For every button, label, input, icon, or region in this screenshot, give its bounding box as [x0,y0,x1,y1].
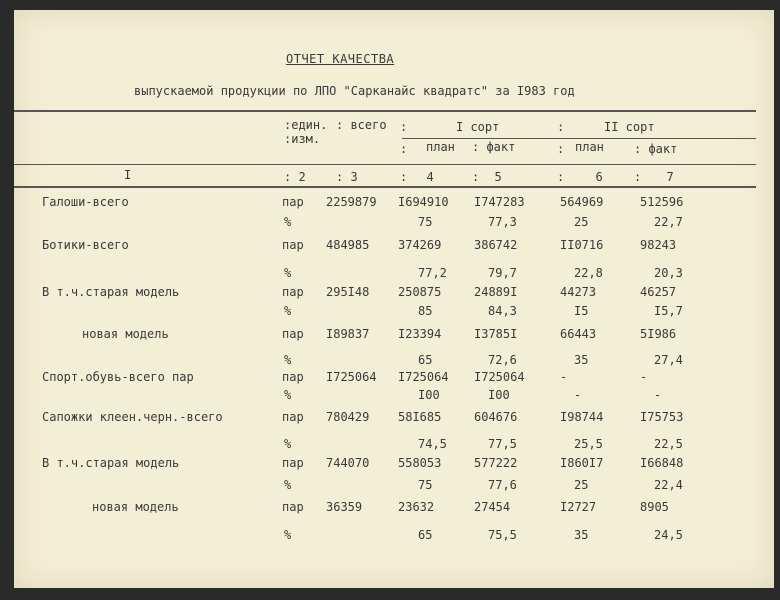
cell-g2-fact: - [640,370,648,384]
cell-g1-plan: I694910 [398,195,449,209]
cell-g1-plan: 85 [418,304,433,318]
cell-g2-plan: 66443 [560,327,597,341]
cell-unit: пар [282,195,304,209]
cell-total: I89837 [326,327,370,341]
cell-g1-fact: 79,7 [488,266,517,280]
cell-unit: % [284,304,292,318]
cell-unit: пар [282,370,304,384]
cell-g1-fact: 577222 [474,456,518,470]
cell-unit: пар [282,500,304,514]
cell-unit: пар [282,456,304,470]
row-label: Сапожки клеен.черн.-всего [42,410,223,424]
colnum-7: : 7 [634,170,674,184]
col-separator: : [557,142,565,156]
cell-unit: % [284,353,292,367]
cell-g2-fact: I66848 [640,456,684,470]
row-label: В т.ч.старая модель [42,456,180,470]
cell-unit: пар [282,285,304,299]
cell-g2-fact: 20,3 [654,266,683,280]
cell-g1-fact: 84,3 [488,304,517,318]
report-subtitle: выпускаемой продукции по ЛПО "Сарканайс квадратс" за I983 год [134,84,575,98]
col-separator: : [557,120,565,134]
cell-g2-plan: I2727 [560,500,597,514]
cell-g1-fact: 75,5 [488,528,517,542]
colnum-4: : 4 [400,170,434,184]
col-separator: : [400,142,408,156]
cell-unit: % [284,215,292,229]
cell-g1-fact: 386742 [474,238,518,252]
grade-header-rule [402,138,756,139]
report-title: ОТЧЕТ КАЧЕСТВА [286,52,395,66]
cell-g2-fact: - [654,388,662,402]
cell-g2-plan: I860I7 [560,456,604,470]
cell-g2-plan: 25 [574,215,589,229]
cell-g1-plan: I725064 [398,370,449,384]
cell-g1-fact: 72,6 [488,353,517,367]
cell-g2-plan: I5 [574,304,589,318]
cell-g2-plan: - [560,370,568,384]
cell-g2-plan: 35 [574,528,589,542]
cell-total: 484985 [326,238,370,252]
cell-g1-fact: 77,6 [488,478,517,492]
cell-g1-fact: 604676 [474,410,518,424]
cell-unit: % [284,266,292,280]
cell-g1-plan: 250875 [398,285,442,299]
cell-unit: пар [282,410,304,424]
cell-unit: % [284,478,292,492]
column-numbers-rule [14,186,756,188]
cell-g2-fact: 22,7 [654,215,683,229]
cell-g2-fact: I75753 [640,410,684,424]
document-page [14,10,774,588]
cell-g2-fact: 8905 [640,500,669,514]
grade1-fact-header: : факт [472,140,516,154]
cell-g2-plan: - [574,388,582,402]
cell-g2-fact: 27,4 [654,353,683,367]
cell-g1-plan: 374269 [398,238,442,252]
grade1-header: I сорт [456,120,500,134]
cell-g1-fact: I3785I [474,327,518,341]
grade2-plan-header: план [575,140,604,154]
col-separator: : [400,120,408,134]
cell-g1-plan: 23632 [398,500,435,514]
header-rule [14,164,756,165]
col-unit-header-2: :изм. [284,132,321,146]
col-unit-header: :един. [284,118,328,132]
cell-total: 295I48 [326,285,370,299]
cell-total: I725064 [326,370,377,384]
cell-g2-fact: 22,5 [654,437,683,451]
cell-g1-fact: I747283 [474,195,525,209]
row-label: В т.ч.старая модель [42,285,180,299]
cell-g1-fact: 77,5 [488,437,517,451]
cell-g2-plan: 25 [574,478,589,492]
cell-unit: пар [282,327,304,341]
cell-g2-fact: I5,7 [654,304,683,318]
cell-g2-plan: 44273 [560,285,597,299]
cell-g1-plan: 74,5 [418,437,447,451]
col-total-header: : всего [336,118,387,132]
row-label: Спорт.обувь-всего пар [42,370,194,384]
colnum-3: : 3 [336,170,358,184]
cell-g1-plan: 75 [418,478,433,492]
cell-total: 744070 [326,456,370,470]
cell-total: 780429 [326,410,370,424]
cell-unit: % [284,388,292,402]
cell-g2-fact: 22,4 [654,478,683,492]
cell-g2-fact: 24,5 [654,528,683,542]
cell-g1-plan: I00 [418,388,440,402]
cell-g1-plan: 558053 [398,456,442,470]
row-label: новая модель [82,327,169,341]
cell-unit: пар [282,238,304,252]
cell-g1-fact: 27454 [474,500,511,514]
cell-total: 2259879 [326,195,377,209]
colnum-6: : 6 [557,170,603,184]
cell-g1-plan: I23394 [398,327,442,341]
cell-g1-fact: I00 [488,388,510,402]
row-label: Галоши-всего [42,195,129,209]
cell-g1-plan: 77,2 [418,266,447,280]
cell-unit: % [284,437,292,451]
colnum-5: : 5 [472,170,502,184]
cell-g2-plan: II0716 [560,238,604,252]
row-label: новая модель [92,500,179,514]
cell-g2-plan: I98744 [560,410,604,424]
cell-g2-plan: 564969 [560,195,604,209]
cell-g1-plan: 75 [418,215,433,229]
cell-g2-fact: 5I986 [640,327,677,341]
cell-g1-fact: 77,3 [488,215,517,229]
cell-g1-plan: 65 [418,528,433,542]
cell-total: 36359 [326,500,363,514]
cell-g1-fact: 24889I [474,285,518,299]
colnum-2: : 2 [284,170,306,184]
grade2-fact-header: : факт [634,142,678,156]
cell-g2-plan: 35 [574,353,589,367]
cell-g2-fact: 512596 [640,195,684,209]
cell-g2-fact: 46257 [640,285,677,299]
colnum-1: I [124,168,132,182]
cell-unit: % [284,528,292,542]
cell-g1-plan: 65 [418,353,433,367]
cell-g1-plan: 58I685 [398,410,442,424]
cell-g2-plan: 25,5 [574,437,603,451]
grade2-header: II сорт [604,120,655,134]
grade1-plan-header: план [426,140,455,154]
cell-g2-plan: 22,8 [574,266,603,280]
table-top-rule [14,110,756,112]
cell-g2-fact: 98243 [640,238,677,252]
row-label: Ботики-всего [42,238,129,252]
cell-g1-fact: I725064 [474,370,525,384]
